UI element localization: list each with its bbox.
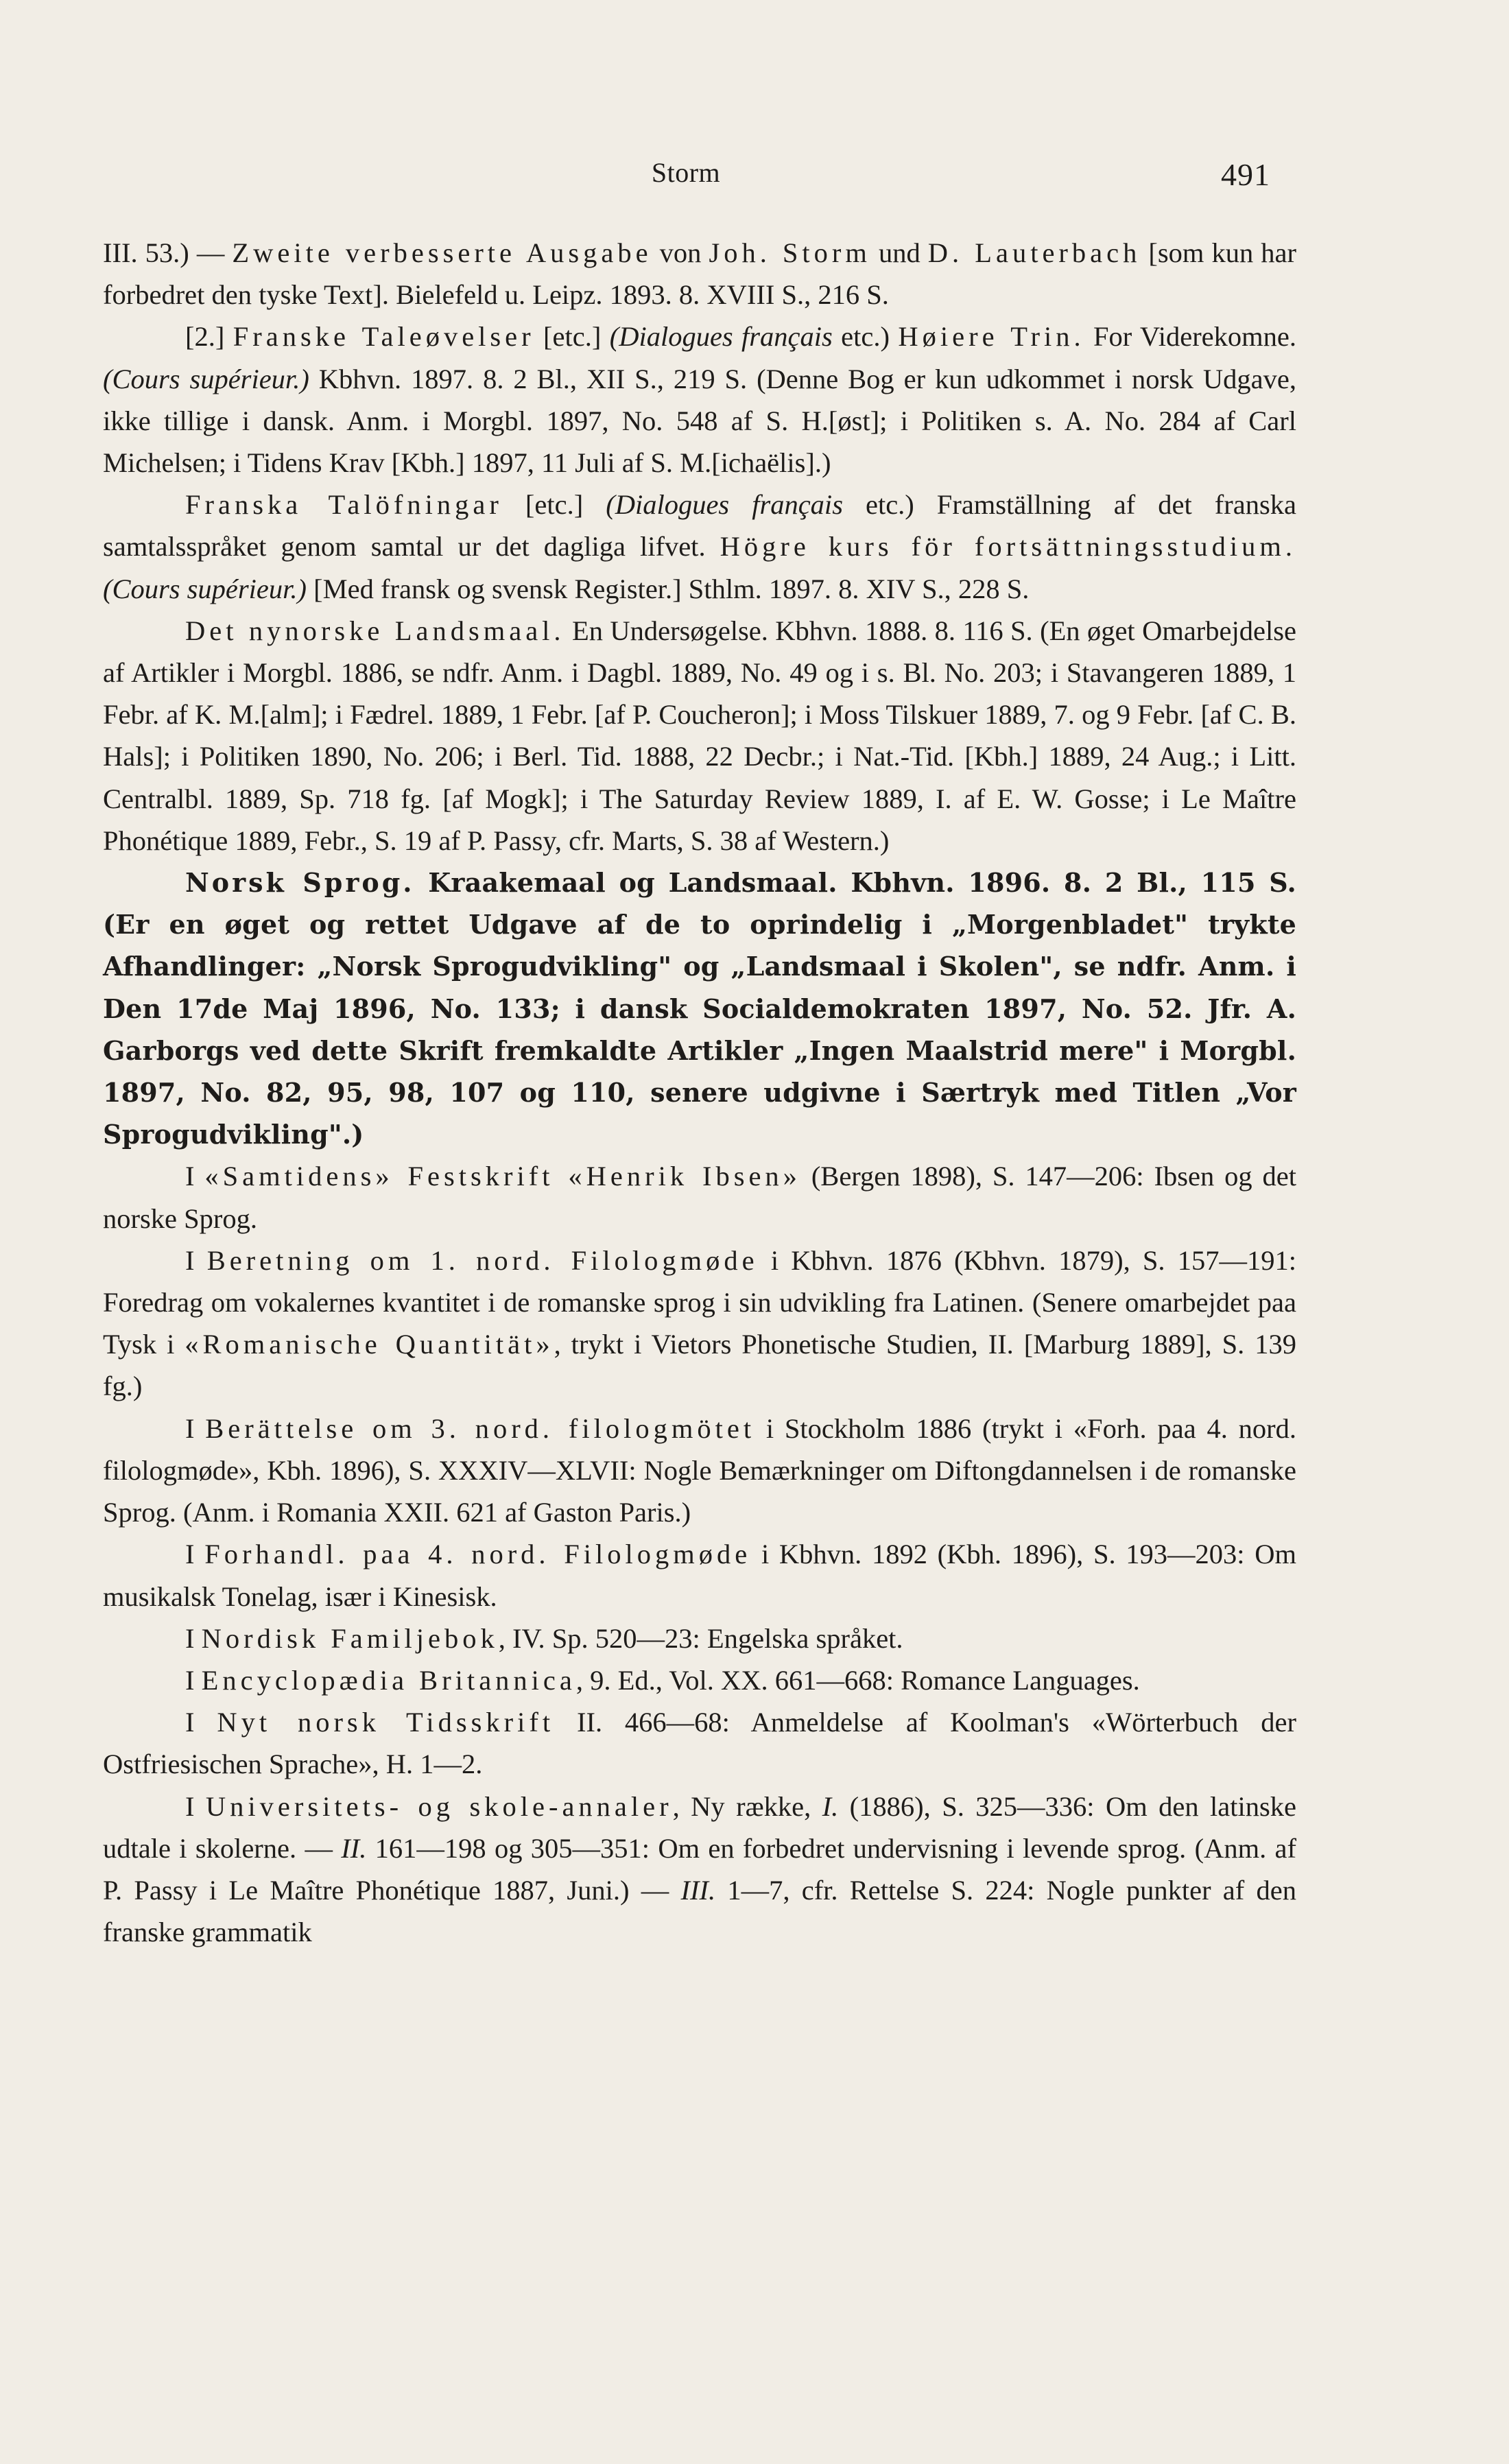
entry-text: [Med fransk og svensk Register.] Sthlm. 1897. 8. XIV S., 228 S. xyxy=(307,573,1030,604)
italic-text: I. xyxy=(822,1790,839,1822)
entry-text: I xyxy=(185,1412,206,1444)
bibliography-entry xyxy=(103,1618,1296,1659)
bibliography-entry xyxy=(103,610,1296,862)
bibliography-entry xyxy=(103,1786,1296,1954)
italic-text: II. xyxy=(341,1832,367,1864)
entry-text: i Kbhvn. 1876 (Kbhvn. 1879), S. 157—191: Foredrag om vokalernes kvantitet i de romanske sprog i sin udvikling fra Latinen. (Senere omarbejdet paa Tysk i xyxy=(103,1244,1296,1360)
entry-text: und xyxy=(870,237,928,268)
spaced-title: Norsk Sprog. xyxy=(185,867,415,899)
spaced-title: Nyt norsk Tidsskrift xyxy=(217,1707,555,1738)
entry-text: , trykt i Vietors Phonetische Studien, II. [Marburg 1889], S. 139 fg.) xyxy=(103,1329,1296,1402)
spaced-title: Beretning om 1. nord. Filologmøde xyxy=(206,1244,759,1276)
spaced-title: «Romanische Quantität» xyxy=(185,1329,554,1360)
bibliography-entry xyxy=(103,1533,1296,1617)
bibliography-entry xyxy=(103,1240,1296,1408)
bibliography-entry xyxy=(103,1408,1296,1534)
spaced-title: Joh. Storm xyxy=(709,237,871,268)
italic-text: (Cours supérieur.) xyxy=(103,363,309,394)
entry-text: (1886), S. 325—336: Om den latinske udtale i skolerne. — xyxy=(103,1790,1296,1864)
entry-text: (Bergen 1898), S. 147—206: Ibsen og det norske Sprog. xyxy=(103,1161,1296,1234)
entry-text: I xyxy=(185,1790,206,1822)
entry-text: i Kbhvn. 1892 (Kbh. 1896), S. 193—203: Om musikalsk Tonelag, især i Kinesisk. xyxy=(103,1539,1296,1612)
spaced-title: «Samtidens» Festskrift «Henrik Ibsen» xyxy=(204,1161,801,1192)
spaced-title: Nordisk Familjebok xyxy=(201,1622,499,1654)
spaced-title: Zweite verbesserte Ausgabe xyxy=(232,237,652,268)
entry-text: Kraakemaal og Landsmaal. Kbhvn. 1896. 8. 2 Bl., 115 S. (Er en øget og rettet Udgave af de to oprindelig i „Morgenbladet" trykte Afhandlinger: „Norsk Sprogudvikling" og „Landsmaal i Skolen", se ndfr. Anm. i Den 17de Maj 1896, No. 133; i dansk Socialdemokraten 1897, No. 52. Jfr. A. Garborgs ved dette Skrift fremkaldte Artikler „Ingen Maalstrid mere" i Morgbl. 1897, No. 82, 95, 98, 107 og 110, senere udgivne i Særtryk med Titlen „Vor Sprogudvikling".) xyxy=(103,867,1296,1150)
italic-text: (Dialogues français xyxy=(609,321,833,353)
entry-text: 161—198 og 305—351: Om en forbedret undervisning i levende sprog. (Anm. af P. Passy i Le Maître Phonétique 1887, Juni.) — xyxy=(103,1832,1296,1906)
entry-text: En Undersøgelse. Kbhvn. 1888. 8. 116 S. (En øget Omarbejdelse af Artikler i Morgbl. 1886, se ndfr. Anm. i Dagbl. 1889, No. 49 og i s. Bl. No. 203; i Stavangeren 1889, 1 Febr. af K. M.[alm]; i Fædrel. 1889, 1 Febr. [af P. Coucheron]; i Moss Tilskuer 1889, 7. og 9 Febr. [af C. B. Hals]; i Politiken 1890, No. 206; i Berl. Tid. 1888, 22 Decbr.; i Nat.-Tid. [Kbh.] 1889, 24 Aug.; i Litt. Centralbl. 1889, Sp. 718 fg. [af Mogk]; i The Saturday Review 1889, I. af E. W. Gosse; i Le Maître Phonétique 1889, Febr., S. 19 af P. Passy, cfr. Marts, S. 38 af Western.) xyxy=(103,615,1296,856)
entry-text: I xyxy=(185,1161,205,1192)
spaced-title: Högre kurs för fortsättningsstudium. xyxy=(720,531,1296,562)
spaced-title: D. Lauterbach xyxy=(927,237,1141,268)
bibliography-entry xyxy=(103,1659,1296,1701)
bibliography-entry xyxy=(103,1701,1296,1785)
spaced-title: Forhandl. paa 4. nord. Filologmøde xyxy=(204,1539,752,1570)
page-number: 491 xyxy=(1221,157,1270,192)
entry-text: [2.] xyxy=(185,321,233,353)
entry-text: , 9. Ed., Vol. XX. 661—668: Romance Languages. xyxy=(575,1664,1140,1696)
spaced-title: Franska Talöfningar xyxy=(185,489,503,521)
entry-text: von xyxy=(652,237,709,268)
italic-text: III. xyxy=(680,1874,716,1906)
entry-text: I xyxy=(185,1539,205,1570)
bibliography-entry xyxy=(103,232,1296,316)
entry-text: I xyxy=(185,1707,217,1738)
entry-text: I xyxy=(185,1622,202,1654)
entry-text: II. 466—68: Anmeldelse af Koolman's «Wörterbuch der Ostfriesischen Sprache», H. 1—2. xyxy=(103,1707,1296,1780)
entry-text: [etc.] xyxy=(502,489,606,521)
spaced-title: Universitets- og skole-annaler xyxy=(205,1790,673,1822)
bibliography-entry xyxy=(103,316,1296,484)
entry-text: 1—7, cfr. Rettelse S. 224: Nogle punkter af den franske grammatik xyxy=(103,1874,1296,1948)
entry-text: For Viderekomne. xyxy=(1084,321,1297,353)
spaced-title: Høiere Trin. xyxy=(898,321,1085,353)
running-header: Storm xyxy=(651,157,721,188)
spaced-title: Det nynorske Landsmaal. xyxy=(185,615,565,646)
entry-text: , Ny række, xyxy=(672,1790,822,1822)
spaced-title: Franske Taleøvelser xyxy=(233,321,535,353)
bibliography-entry xyxy=(103,862,1296,1155)
entry-text: [som kun har forbedret den tyske Text]. Bielefeld u. Leipz. 1893. 8. XVIII S., 216 S. xyxy=(103,237,1297,311)
entry-text: , IV. Sp. 520—23: Engelska språket. xyxy=(498,1622,903,1654)
spaced-title: Encyclopædia Britannica xyxy=(201,1664,576,1696)
entry-text: etc.) Framställning af det franska samtalsspråket genom samtal ur det dagliga lifvet. xyxy=(103,489,1296,562)
bibliography-entry xyxy=(103,484,1296,610)
entry-text: i Stockholm 1886 (trykt i «Forh. paa 4. nord. filologmøde», Kbh. 1896), S. XXXIV—XLVII: Nogle Bemærkninger om Diftongdannelsen i de romanske Sprog. (Anm. i Romania XXII. 621 af Gaston Paris.) xyxy=(103,1412,1296,1528)
entry-text: I xyxy=(185,1664,202,1696)
italic-text: (Cours supérieur.) xyxy=(103,573,307,604)
bibliography-body xyxy=(103,232,1296,1953)
entry-text: Kbhvn. 1897. 8. 2 Bl., XII S., 219 S. (Denne Bog er kun udkommet i norsk Udgave, ikke tillige i dansk. Anm. i Morgbl. 1897, No. 548 af S. H.[øst]; i Politiken s. A. No. 284 af Carl Michelsen; i Tidens Krav [Kbh.] 1897, 11 Juli af S. M.[ichaëlis].) xyxy=(103,363,1296,479)
italic-text: (Dialogues français xyxy=(606,489,843,521)
spaced-title: Berättelse om 3. nord. filologmötet xyxy=(205,1412,756,1444)
bibliography-entry xyxy=(103,1155,1296,1239)
entry-text: etc.) xyxy=(832,321,899,353)
entry-text: [etc.] xyxy=(534,321,610,353)
entry-text: III. 53.) — xyxy=(103,237,233,268)
entry-text: I xyxy=(185,1244,207,1276)
